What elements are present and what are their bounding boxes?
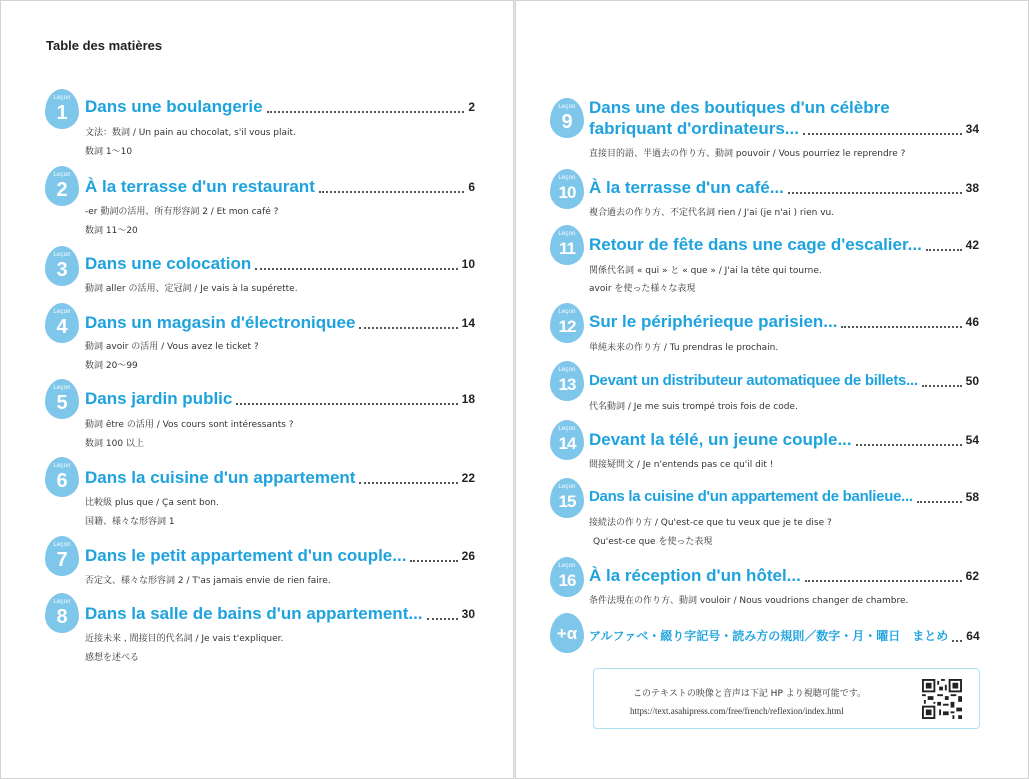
lesson-badge-8: Leçon 8 — [45, 593, 79, 633]
lesson-title-14[interactable]: Devant la télé, un jeune couple... 54 — [589, 430, 979, 449]
lesson-desc-6b: 国籍、様々な形容詞 1 — [85, 517, 175, 527]
lesson-badge-16: Leçon 16 — [550, 557, 584, 597]
lesson-title-6[interactable]: Dans la cuisine d'un appartement 22 — [85, 468, 475, 487]
lesson-desc-15: 接続法の作り方 / Qu'est-ce que tu veux que je te dise ? — [589, 518, 832, 528]
lesson-desc-2b: 数詞 11〜20 — [85, 226, 138, 236]
right-page — [515, 0, 1029, 779]
lesson-desc-3: 動詞 aller の活用、定冠詞 / Je vais à la supérette. — [85, 284, 298, 294]
appendix-title[interactable]: アルファベ・綴り字記号・読み方の規則／数字・月・曜日 まとめ 64 — [589, 629, 980, 643]
lesson-desc-6: 比較級 plus que / Ça sent bon. — [85, 498, 219, 508]
info-box — [593, 668, 980, 729]
lesson-badge-7: Leçon 7 — [45, 536, 79, 576]
info-url[interactable]: https://text.asahipress.com/free/french/reflexion/index.html — [630, 706, 844, 716]
lesson-desc-13: 代名動詞 / Je me suis trompé trois fois de code. — [589, 402, 798, 412]
lesson-title-10[interactable]: À la terrasse d'un café... 38 — [589, 178, 979, 197]
lesson-badge-1: Leçon 1 — [45, 89, 79, 129]
appendix-badge: +α — [550, 613, 584, 653]
lesson-desc-5b: 数詞 100 以上 — [85, 439, 144, 449]
left-page — [0, 0, 514, 779]
toc-title: Table des matières — [46, 38, 163, 53]
lesson-title-12[interactable]: Sur le périphérieque parisien... 46 — [589, 312, 979, 331]
lesson-badge-15: Leçon 15 — [550, 478, 584, 518]
lesson-desc-7: 否定文、様々な形容詞 2 / T'as jamais envie de rien faire. — [85, 576, 331, 586]
lesson-desc-11: 関係代名詞 « qui » と « que » / J'ai la tête qui tourne. — [589, 266, 822, 276]
lesson-desc-4: 動詞 avoir の活用 / Vous avez le ticket ? — [85, 342, 259, 352]
lesson-desc-14: 間接疑問文 / Je n'entends pas ce qu'il dit ! — [589, 460, 774, 470]
lesson-desc-1: 文法：数詞 / Un pain au chocolat, s'il vous plait. — [85, 128, 296, 138]
lesson-title-16[interactable]: À la réception d'un hôtel... 62 — [589, 566, 979, 585]
lesson-desc-9: 直接目的語、半過去の作り方、動詞 pouvoir / Vous pourriez le reprendre ? — [589, 149, 906, 159]
lesson-title-7[interactable]: Dans le petit appartement d'un couple... 26 — [85, 546, 475, 565]
lesson-title-15[interactable]: Dans la cuisine d'un appartement de banlieue... 58 — [589, 488, 979, 505]
lesson-badge-2: Leçon 2 — [45, 166, 79, 206]
lesson-desc-16: 条件法現在の作り方、動詞 vouloir / Nous voudrions changer de chambre. — [589, 596, 909, 606]
lesson-desc-8: 近接未来 , 間接目的代名詞 / Je vais t'expliquer. — [85, 634, 284, 644]
lesson-title-4[interactable]: Dans un magasin d'électroniquee 14 — [85, 313, 475, 332]
lesson-title-5[interactable]: Dans jardin public 18 — [85, 389, 475, 408]
lesson-badge-11: Leçon 11 — [550, 225, 584, 265]
lesson-desc-10: 複合過去の作り方、不定代名詞 rien / J'ai (je n'ai ) rien vu. — [589, 208, 835, 218]
lesson-badge-13: Leçon 13 — [550, 361, 584, 401]
lesson-desc-4b: 数詞 20〜99 — [85, 361, 138, 371]
lesson-badge-3: Leçon 3 — [45, 246, 79, 286]
lesson-badge-6: Leçon 6 — [45, 457, 79, 497]
lesson-desc-8b: 感想を述べる — [85, 653, 140, 663]
lesson-desc-11b: avoir を使った様々な表現 — [589, 284, 696, 294]
lesson-desc-15b: Qu'est-ce que を使った表現 — [593, 537, 713, 547]
lesson-title-2[interactable]: À la terrasse d'un restaurant 6 — [85, 177, 475, 196]
lesson-desc-2: -er 動詞の活用、所有形容詞 2 / Et mon café ? — [85, 207, 279, 217]
lesson-badge-4: Leçon 4 — [45, 303, 79, 343]
lesson-title-9-line1[interactable]: Dans une des boutiques d'un célèbre — [589, 98, 890, 117]
lesson-desc-5: 動詞 être の活用 / Vos cours sont intéressants ? — [85, 420, 294, 430]
lesson-badge-14: Leçon 14 — [550, 420, 584, 460]
lesson-badge-12: Leçon 12 — [550, 303, 584, 343]
lesson-title-13[interactable]: Devant un distributeur automatiquee de billets... 50 — [589, 372, 979, 389]
lesson-title-8[interactable]: Dans la salle de bains d'un appartement... 30 — [85, 604, 475, 623]
info-text: このテキストの映像と音声は下記 HP より視聴可能です。 — [633, 689, 867, 699]
lesson-badge-10: Leçon 10 — [550, 169, 584, 209]
lesson-badge-5: Leçon 5 — [45, 379, 79, 419]
lesson-title-3[interactable]: Dans une colocation 10 — [85, 254, 475, 273]
lesson-desc-1b: 数詞 1〜10 — [85, 147, 133, 157]
qr-code-icon[interactable] — [922, 679, 962, 719]
lesson-badge-9: Leçon 9 — [550, 98, 584, 138]
lesson-title-1[interactable]: Dans une boulangerie 2 — [85, 97, 475, 116]
lesson-desc-12: 単純未来の作り方 / Tu prendras le prochain. — [589, 343, 779, 353]
lesson-title-9[interactable]: fabriquant d'ordinateurs... 34 — [589, 119, 979, 138]
lesson-title-11[interactable]: Retour de fête dans une cage d'escalier... 42 — [589, 235, 979, 254]
